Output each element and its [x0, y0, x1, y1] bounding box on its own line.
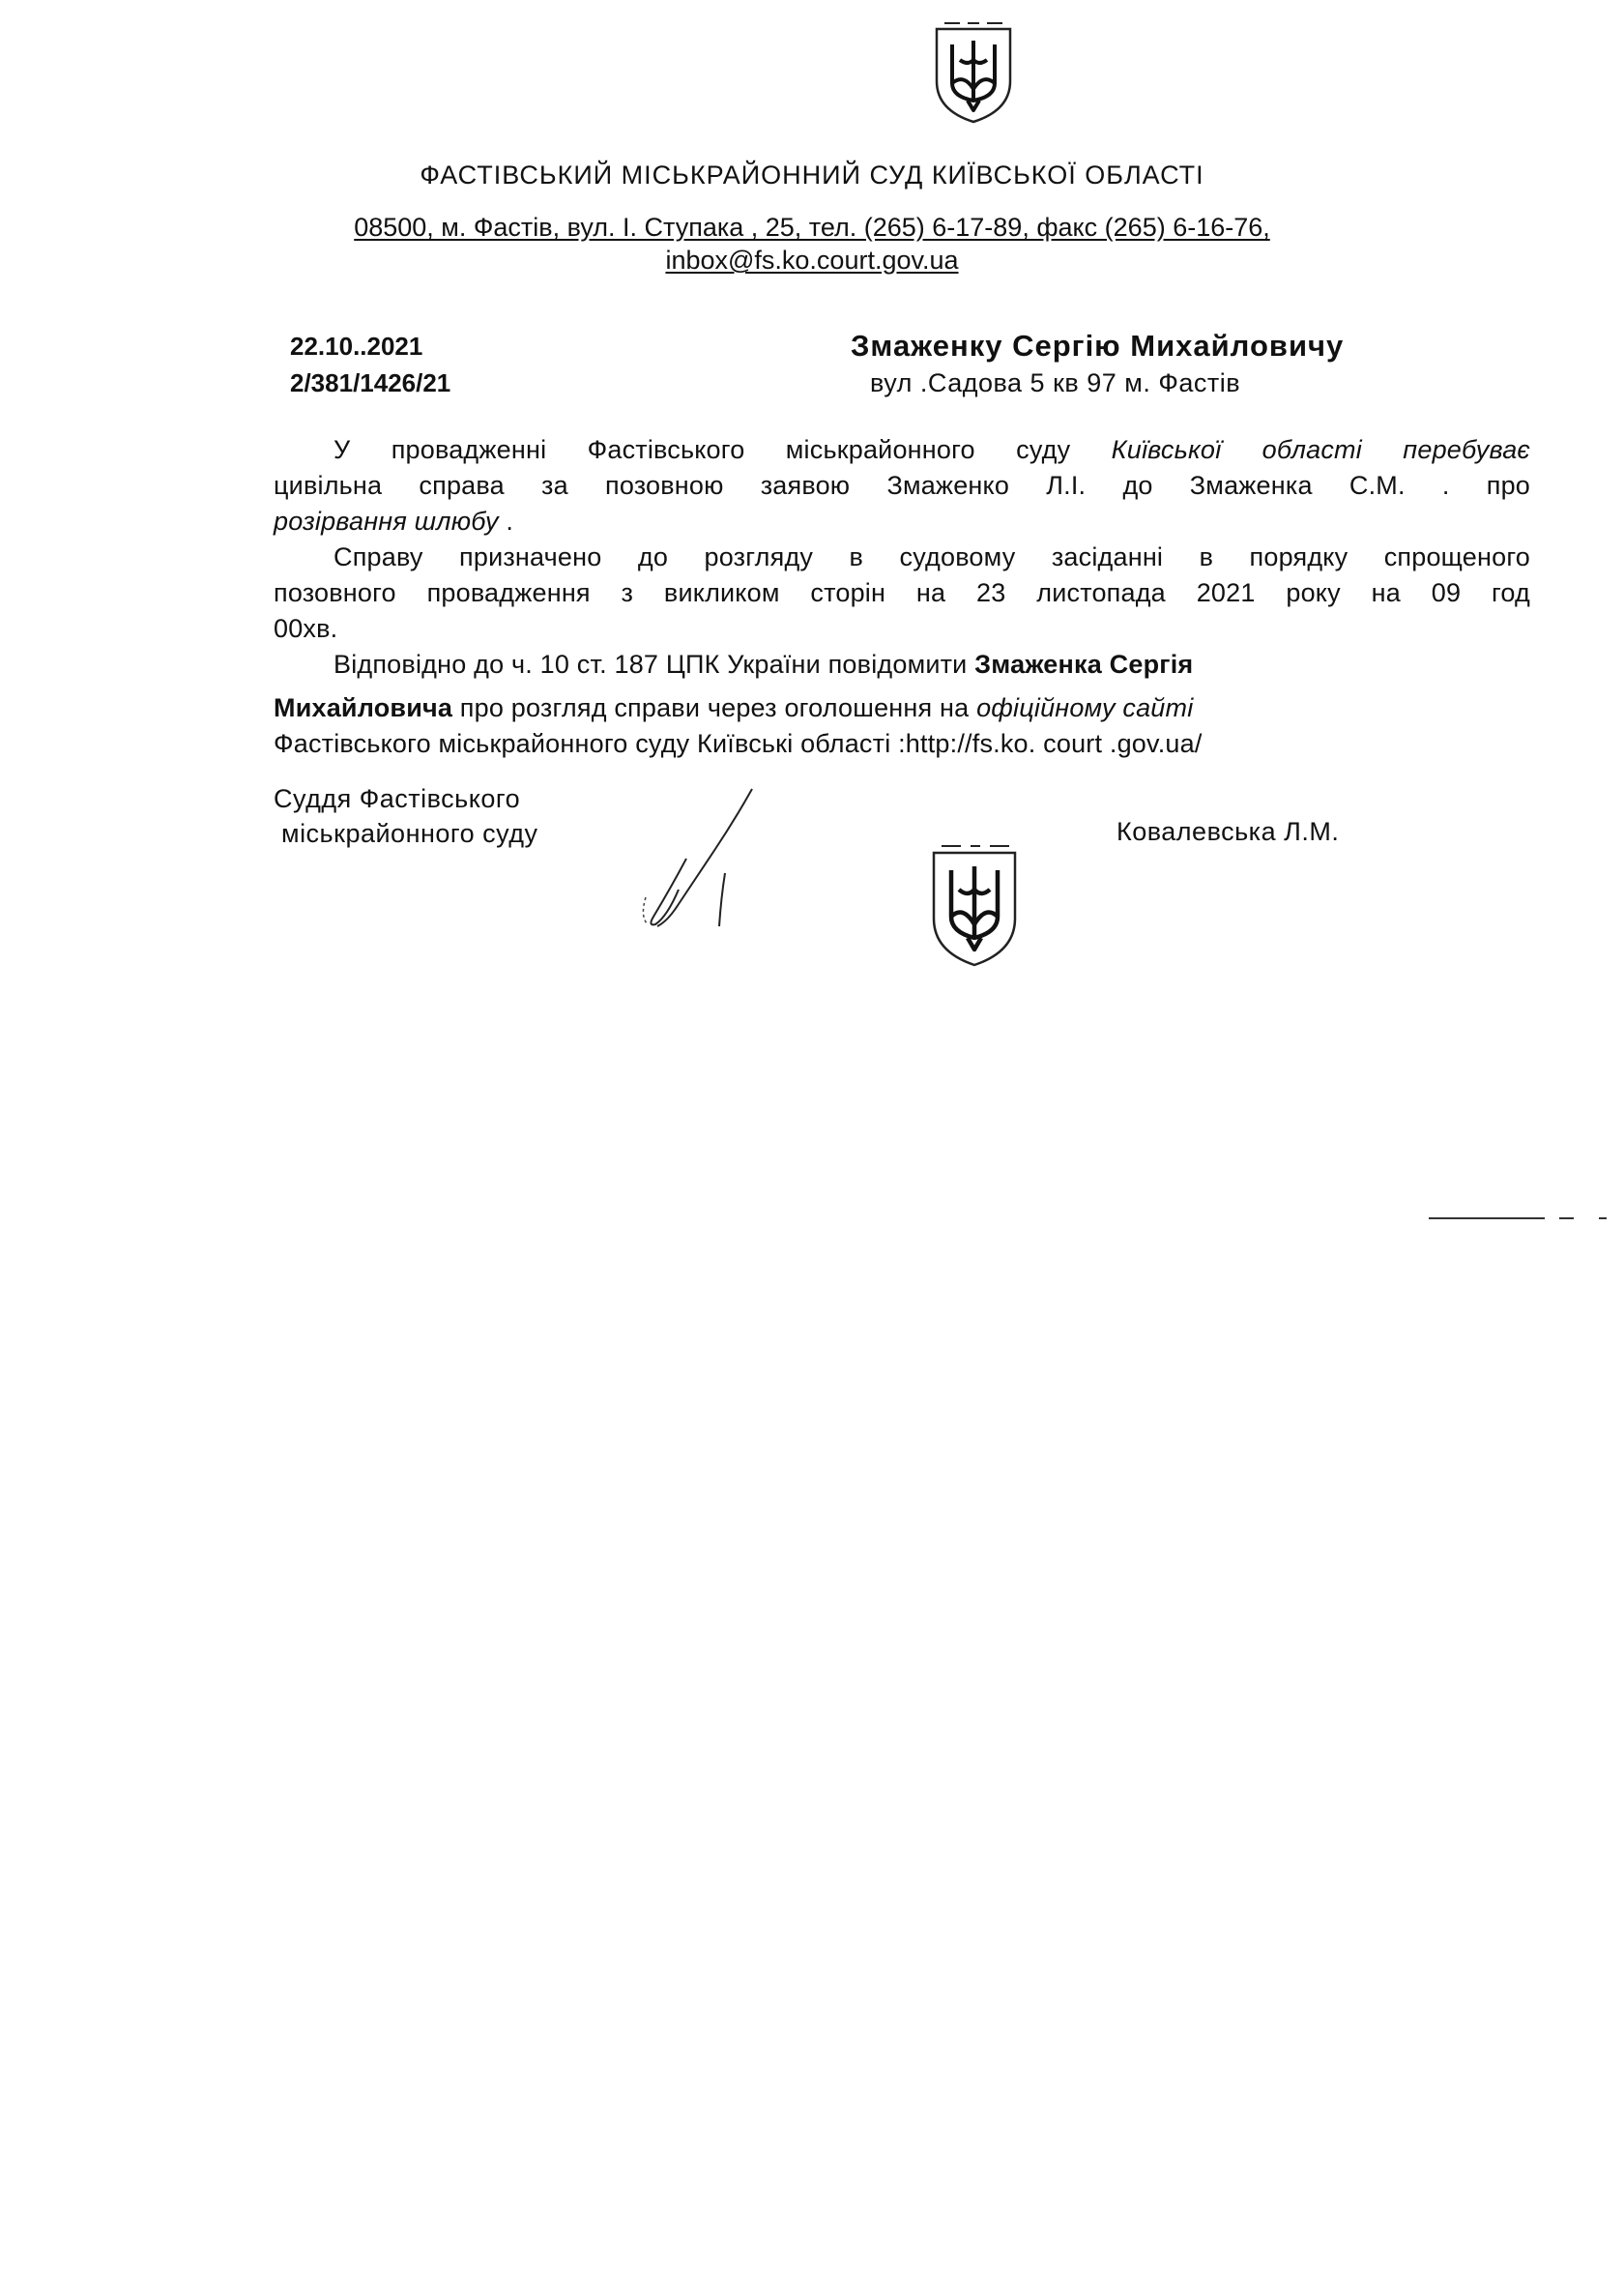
body-line: Відповідно до ч. 10 ст. 187 ЦПК України повідомити Змаженка Сергія [334, 650, 1194, 679]
body-line: 00хв. [274, 614, 338, 643]
judge-title: міськрайонного суду [281, 819, 538, 848]
letter-date: 22.10..2021 [290, 332, 423, 361]
address-line: 08500, м. Фастів, вул. І. Ступака , 25, тел. (265) 6-17-89, факс (265) 6-16-76, [354, 213, 1270, 242]
body-line: Справу призначено до розгляду в судовому засіданні в порядку спрощеного [334, 542, 1530, 571]
judge-name: Ковалевська Л.М. [1116, 817, 1340, 846]
trident-emblem-icon [931, 21, 1016, 126]
body-line: цивільна справа за позовною заявою Змаженко Л.І. до Змаженка С.М. . про [274, 471, 1530, 500]
court-address [0, 211, 1624, 277]
letter-body [274, 432, 1530, 762]
letter-number: 2/381/1426/21 [290, 368, 451, 397]
body-line: Фастівського міськрайонного суду Київські області :http://fs.ko. court .gov.ua/ [274, 729, 1203, 758]
handwritten-signature [628, 781, 764, 941]
body-line: Михайловича про розгляд справи через оголошення на офіційному сайті [274, 693, 1194, 722]
court-name: ФАСТІВСЬКИЙ МІСЬКРАЙОННИЙ СУД КИЇВСЬКОЇ ОБЛАСТІ [420, 161, 1204, 190]
body-line: позовного провадження з викликом сторін на 23 листопада 2021 року на 09 год [274, 578, 1530, 607]
body-line: розірвання шлюбу . [274, 507, 514, 536]
email-link[interactable]: inbox@fs.ko.court.gov.ua [665, 246, 959, 275]
trident-emblem-icon [926, 843, 1023, 969]
judge-title: Суддя Фастівського [274, 784, 521, 813]
recipient-address: вул .Садова 5 кв 97 м. Фастів [870, 368, 1241, 397]
scan-mark [1429, 1209, 1612, 1226]
body-line: У провадженні Фастівського міськрайонного суду Київської області перебуває [334, 435, 1530, 464]
recipient-name: Змаженку Сергію Михайловичу [851, 329, 1345, 363]
